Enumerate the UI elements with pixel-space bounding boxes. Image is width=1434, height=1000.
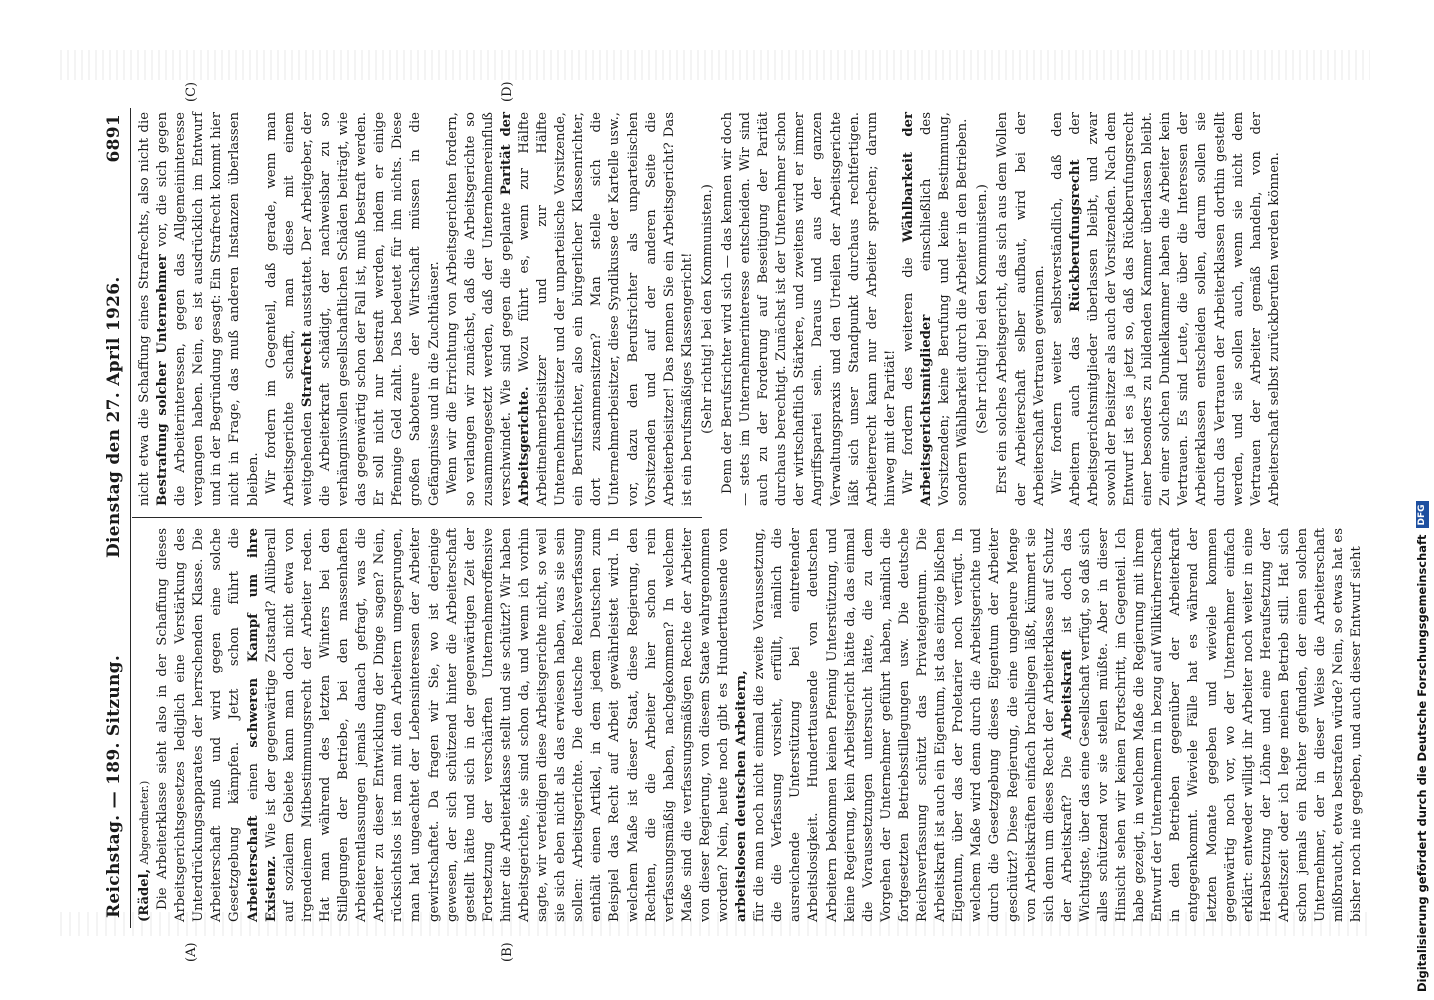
page-number: 6891 <box>104 114 124 163</box>
bold-text: Bestrafung solcher Unternehmer <box>155 254 171 506</box>
speaker-role: Abgeordneter.) <box>138 780 151 865</box>
paragraph <box>154 528 751 922</box>
paragraph <box>751 528 1366 922</box>
dfg-logo: DFG <box>1416 501 1429 528</box>
text-run: ausstattet. Der Arbeitgeber, der die Arbeiterkraft schädigt, der nachweisbar zu so verhängnisvollen gesellschaftlichen Schäden beiträgt, wie das gegenwärtig schon der Fall ist, muß bestraft werden. Er soll nicht nur bestraft werden, indem er einige Pfennige Geld zahlt. Das bedeutet für ihn nichts. Diese großen Saboteure der Wirtschaft müssen in die Gefängnisse und in die Zuchthäuser. <box>299 112 442 506</box>
margin-marker-a: (A) <box>184 942 199 962</box>
right-column <box>136 112 1284 506</box>
text-run: einschließlich des Vorsitzenden; keine Berufung und keine Bestimmung, sondern Wählbarkeit durch die Arbeiter in den Betrieben. <box>919 112 971 506</box>
paragraph <box>136 112 263 506</box>
header-session: Reichstag. — 189. Sitzung. <box>104 654 124 918</box>
margin-marker-d: (D) <box>500 81 515 102</box>
interjection: (Sehr richtig! bei den Kommunisten.) <box>699 184 715 434</box>
margin-marker-b: (B) <box>500 942 515 962</box>
paragraph: Erst ein solches Arbeitsgericht, das sich aus dem Wollen der Arbeiterschaft selber aufbaut, wird bei der Arbeiterschaft Vertrauen gewinnen. <box>995 112 1047 506</box>
text-run: Wir fordern des weiteren die <box>900 257 916 494</box>
margin-marker-c: (C) <box>184 81 199 102</box>
paragraph <box>444 112 697 506</box>
digitization-sidebar <box>1414 8 1430 992</box>
text-run: nicht etwa die Schaffung eines Strafrechts, also nicht die <box>137 112 152 506</box>
paragraph <box>900 112 972 506</box>
text-run: Wie ist der gegenwärtige Zustand? Allüberall auf sozialem Gebiete kann man doch nicht etwa von irgendeinem Mitbestimmungsrecht der Arbeiter reden. Hat man während des letzten Winters bei den Stillegungen der Betriebe, bei den massenhaften Arbeiterentlassungen jemals danach gefragt, was die Arbeiter zu dieser Entwicklung der Dinge sagen? Nein, rücksichtslos ist man mit den Arbeitern umgesprungen, man hat ungeachtet der Lebensinteressen der Arbeiter gewirtschaftet. Da fragen wir Sie, wo ist derjenige gewesen, der sich schützend hinter die Arbeiterschaft gestellt hätte und sich in der gegenwärtigen Zeit der Fortsetzung der verschärften Unternehmeroffensive hinter die Arbeiterklasse stellt und sie schützt? Wir haben Arbeitsgerichte, sie sind schon da, und wenn ich vorhin sagte, wir verteidigen diese Arbeitsgerichte nicht, so weil sie sich eben nicht als das erwiesen haben, was sie sein sollen: Arbeitsgerichte. Die deutsche Reichsverfassung enthält einen Artikel, in dem jedem Deutschen zum Beispiel das Recht auf Arbeit gewährleistet wird. In welchem Maße ist dieser Staat, diese Regierung, den Rechten, die die Arbeiter hier schon rein verfassungsmäßig haben, nachgekommen? In welchem Maße sind die verfassungsmäßigen Rechte der Arbeiter von dieser Regierung, von diesem Staate wahrgenommen worden? Nein, heute noch gibt es Hunderttausende von <box>263 528 731 922</box>
text-run: Wenn wir die Errichtung von Arbeitsgerichten fordern, so verlangen wir zunächst, daß die Arbeitsgerichte so zusammengesetzt werden, daß der Unternehmereinfluß verschwindet. Wie sind gegen die geplante <box>444 112 514 506</box>
text-run: Wir fordern im Gegenteil, daß gerade, wenn man Arbeitsgerichte schafft, man diese mit einem weitgehenden <box>263 112 315 506</box>
bold-text: Parität der Arbeitsgerichte. <box>498 111 532 506</box>
paragraph <box>1049 112 1284 506</box>
bold-text: schweren Kampf um ihre Existenz. <box>245 528 279 922</box>
text-run: ist doch das Wichtigste, über das eine Gesellschaft verfügt, so daß sich alles schützend vor sie stellen müßte. Aber in dieser Hinsicht sehen wir keinen Fortschritt, im Gegenteil. Ich habe gezeigt, in welchem Maße die Regierung mit ihrem Entwurf der Unternehmern in bezug auf Willkürherrschaft in den Betrieben gegenüber der Arbeiterkraft entgegenkommt. Wieviele Fälle hat es während der letzten Monate gegeben und wieviele kommen gegenwärtig noch vor, wo der Unternehmer einfach erklärt: entweder willigt ihr Arbeiter noch weiter in eine Herabsetzung der Löhne und eine Heraufsetzung der Arbeitszeit oder ich lege meinen Betrieb still. Hat sich schon jemals ein Richter gefunden, der einen solchen Unternehmer, der in dieser Weise die Arbeiterschaft mißbraucht, etwa bestrafen würde? Nein, so etwas hat es bisher noch nie gegeben, und auch dieser Entwurf sieht <box>1059 528 1365 922</box>
scan-noise-top <box>60 50 1370 80</box>
column-divider <box>132 517 702 518</box>
text-run: Die Arbeiterklasse sieht also in der Schaffung dieses Arbeitsgerichtsgesetzes lediglich eine Verstärkung des Unterdrückungsapparates der herrschenden Klasse. Die Arbeiterschaft muß und wird gegen eine solche Gesetzgebung kämpfen. Jetzt schon führt die <box>155 528 243 922</box>
header-date: Dienstag den 27. April 1926. <box>104 276 124 558</box>
text-run: für die man noch nicht einmal die zweite Voraussetzung, die die Verfassung vorsieht, erfüllt, nämlich die ausreichende Unterstützung bei eintretender Arbeitslosigkeit. Hunderttausende von deutschen Arbeitern bekommen keinen Pfennig Unterstützung, und keine Regierung, kein Arbeitsgericht hätte da, das einmal die Voraussetzungen untersucht hätte, die zu dem Vorgehen der Unternehmer geführt haben, nämlich die fortgesetzten Betriebsstillegungen usw. Die deutsche Reichsverfassung schützt das Privateigentum. Die Arbeitskraft ist auch ein Eigentum, ist das einzige bißchen Eigentum, über das der Proletarier noch verfügt. In welchem Maße wird denn durch die Arbeitsgerichte und durch die Gesetzgebung dieses Eigentum der Arbeiter geschützt? Diese Regierung, die eine ungeheure Menge von Arbeitskräften einfach brachliegen läßt, kümmert sie sich denn um dieses Recht der Arbeiterklasse auf Schutz der Arbeitskraft? Die <box>752 528 1075 922</box>
paragraph <box>263 112 444 506</box>
bold-text: Wählbarkeit der Arbeitsgerichtsmitglieder <box>900 112 935 506</box>
rotated-page <box>100 81 1365 962</box>
left-column <box>136 528 1366 922</box>
bold-text: Strafrecht <box>299 331 315 408</box>
bold-text: Rückberufungsrecht <box>1067 159 1083 312</box>
interjection: (Sehr richtig! bei den Kommunisten.) <box>975 184 991 434</box>
page-header <box>100 108 131 928</box>
speaker-line <box>136 528 154 922</box>
bold-text: Arbeitskraft <box>1059 649 1075 740</box>
speaker-name: (Rädel, <box>137 868 152 922</box>
text-run: der Arbeitsgerichtsmitglieder überlassen bleibt, und zwar sowohl der Beisitzer als auch der Vorsitzenden. Nach dem Entwurf ist es ja jetzt so, daß das Rückberufungsrecht einer besonders zu bildenden Kammer überlassen bleibt. Zu einer solchen Dunkelkammer haben die Arbeiter kein Vertrauen. Es sind Leute, die über die Interessen der Arbeiterklassen entscheiden sollen, darum sollen sie durch das Vertrauen der Arbeiterklassen dorthin gestellt werden, und sie sollen auch, wenn sie nicht dem Vertrauen der Arbeiter gemäß handeln, von der Arbeiterschaft selbst zurückberufen werden können. <box>1067 112 1282 506</box>
bold-text: Arbeiterschaft <box>245 815 261 922</box>
text-run: Wozu führt es, wenn zur Hälfte Arbeitnehmerbeisitzer und zur Hälfte Unternehmerbeisitzer und der unparteiische Vorsitzende, ein Berufsrichter, also ein bürgerlicher Klassenrichter, dort zusammensitzen? Man stelle sich die Unternehmerbeisitzer, diese Syndikusse der Kartelle usw., vor, dazu den Berufsrichter als unparteiischen Vorsitzenden und auf der anderen Seite die Arbeiterbeisitzer! Das nennen Sie ein Arbeitsgericht? Das ist ein berufsmäßiges Klassengericht! <box>516 112 695 506</box>
text-run: Wir fordern weiter selbstverständlich, daß den Arbeitern auch das <box>1049 112 1083 506</box>
bold-text: arbeitslosen deutschen Arbeitern, <box>734 670 750 922</box>
text-run: vor, die sich gegen die Arbeiterinteressen, gegen das Allgemeininteresse vergangen haben. Nein, es ist ausdrücklich im Entwurf und in der Begründung gesagt: Ein Strafrecht kommt hier nicht in Frage, das muß anderen Instanzen überlassen bleiben. <box>155 112 261 506</box>
digitization-notice: Digitalisierung gefördert durch die Deutsche Forschungsgemeinschaft <box>1415 534 1429 992</box>
paragraph: Denn der Berufsrichter wird sich — das kennen wir doch — stets im Unternehmerinteresse entscheiden. Wir sind auch zu der Forderung auf Beseitigung der Parität durchaus berechtigt. Zunächst ist der Unternehmer schon der wirtschaftlich Stärkere, und zweitens wird er immer Angriffspartei sein. Daraus und aus der ganzen Verwaltungspraxis und den Urteilen der Arbeitsgerichte läßt sich unser Standpunkt durchaus rechtfertigen. Arbeiterrecht kann nur der Arbeiter sprechen; darum hinweg mit der Parität! <box>720 112 898 506</box>
text-run: einen <box>245 763 261 800</box>
